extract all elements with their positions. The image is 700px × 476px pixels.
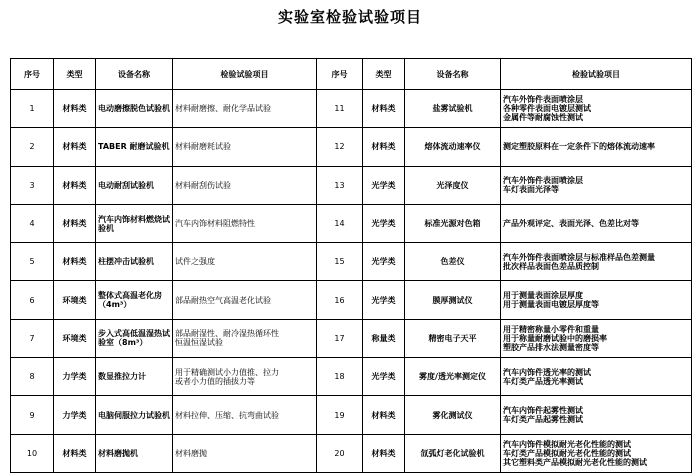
type-cell: 力学类 (54, 358, 96, 396)
row-number-cell: 1 (11, 90, 54, 128)
type-cell: 材料类 (54, 243, 96, 281)
equipment-name-cell: 电脑伺服拉力试验机 (96, 396, 173, 434)
header-cell: 设备名称 (405, 59, 501, 90)
header-cell: 序号 (317, 59, 363, 90)
equipment-name-cell: 雾化测试仪 (405, 396, 501, 434)
row-number-cell: 17 (317, 319, 363, 357)
test-item-cell: 部品耐湿性、耐冷湿热循环性 恒温恒湿试验 (173, 319, 317, 357)
table-row (11, 204, 692, 242)
equipment-name-cell: 电动耐刮试验机 (96, 166, 173, 204)
row-number-cell: 2 (11, 128, 54, 166)
test-item-cell: 汽车外饰件表面喷涂层 车灯表面光泽等 (501, 166, 692, 204)
row-number-cell: 9 (11, 396, 54, 434)
equipment-name-cell: 标准光源对色箱 (405, 204, 501, 242)
type-cell: 光学类 (363, 243, 405, 281)
type-cell: 材料类 (54, 128, 96, 166)
header-cell: 设备名称 (96, 59, 173, 90)
test-item-cell: 汽车内饰件起雾性测试 车灯类产品起雾性测试 (501, 396, 692, 434)
type-cell: 材料类 (54, 90, 96, 128)
test-item-cell: 材料耐磨耗试验 (173, 128, 317, 166)
table-row (11, 243, 692, 281)
test-item-cell: 试件之强度 (173, 243, 317, 281)
test-item-cell: 汽车外饰件表面喷涂层与标准样品色差测量 批次样品表面色差品质控制 (501, 243, 692, 281)
test-item-cell: 汽车外饰件表面喷涂层 各种零件表面电镀层测试 金属件等耐腐蚀性测试 (501, 90, 692, 128)
table-row (11, 90, 692, 128)
equipment-name-cell: 电动磨擦脱色试验机 (96, 90, 173, 128)
equipment-name-cell: 熔体流动速率仪 (405, 128, 501, 166)
type-cell: 光学类 (363, 166, 405, 204)
table-row (11, 358, 692, 396)
header-cell: 检验试验项目 (501, 59, 692, 90)
row-number-cell: 19 (317, 396, 363, 434)
test-item-cell: 产品外观评定、表面光泽、色差比对等 (501, 204, 692, 242)
test-item-cell: 材料拉伸、压缩、抗弯曲试验 (173, 396, 317, 434)
row-number-cell: 20 (317, 434, 363, 472)
table-row (11, 281, 692, 319)
test-item-cell: 材料耐磨擦、耐化学品试验 (173, 90, 317, 128)
equipment-name-cell: TABER 耐磨试验机 (96, 128, 173, 166)
test-item-cell: 用于精密称量小零件和重量 用于称量耐磨试验中的磨损率 塑胶产品排水法测量密度等 (501, 319, 692, 357)
row-number-cell: 15 (317, 243, 363, 281)
row-number-cell: 4 (11, 204, 54, 242)
equipment-name-cell: 色差仪 (405, 243, 501, 281)
row-number-cell: 10 (11, 434, 54, 472)
equipment-name-cell: 膜厚测试仪 (405, 281, 501, 319)
equipment-name-cell: 汽车内饰材料燃烧试验机 (96, 204, 173, 242)
equipment-name-cell: 精密电子天平 (405, 319, 501, 357)
type-cell: 力学类 (54, 396, 96, 434)
equipment-name-cell: 雾度/透光率测定仪 (405, 358, 501, 396)
type-cell: 材料类 (363, 90, 405, 128)
type-cell: 光学类 (363, 204, 405, 242)
test-item-cell: 材料耐刮伤试验 (173, 166, 317, 204)
equipment-name-cell: 整体式高温老化房（4m³） (96, 281, 173, 319)
header-cell: 序号 (11, 59, 54, 90)
row-number-cell: 7 (11, 319, 54, 357)
row-number-cell: 6 (11, 281, 54, 319)
type-cell: 环境类 (54, 281, 96, 319)
table-row (11, 166, 692, 204)
table-row (11, 128, 692, 166)
equipment-name-cell: 材料磨抛机 (96, 434, 173, 472)
equipment-name-cell: 氙弧灯老化试验机 (405, 434, 501, 472)
row-number-cell: 8 (11, 358, 54, 396)
equipment-name-cell: 盐雾试验机 (405, 90, 501, 128)
equipment-name-cell: 柱摆冲击试验机 (96, 243, 173, 281)
test-item-cell: 用于精确测试小力值推、拉力 或者小力值的插拔力等 (173, 358, 317, 396)
row-number-cell: 16 (317, 281, 363, 319)
type-cell: 环境类 (54, 319, 96, 357)
table-row (11, 396, 692, 434)
row-number-cell: 14 (317, 204, 363, 242)
page-title: 实验室检验试验项目 (277, 8, 422, 26)
type-cell: 光学类 (363, 281, 405, 319)
header-cell: 类型 (363, 59, 405, 90)
type-cell: 称量类 (363, 319, 405, 357)
row-number-cell: 5 (11, 243, 54, 281)
table-row (11, 319, 692, 357)
test-items-table (10, 58, 692, 473)
type-cell: 材料类 (54, 204, 96, 242)
row-number-cell: 18 (317, 358, 363, 396)
table-header-row (11, 59, 692, 90)
test-item-cell: 汽车内饰件模拟耐光老化性能的测试 车灯类产品模拟耐光老化性能的测试 其它塑料类产品模拟耐光老化性能的测试 (501, 434, 692, 472)
type-cell: 材料类 (54, 434, 96, 472)
test-item-cell: 汽车内饰件透光率的测试 车灯类产品透光率测试 (501, 358, 692, 396)
row-number-cell: 13 (317, 166, 363, 204)
row-number-cell: 12 (317, 128, 363, 166)
test-item-cell: 测定塑胶原料在一定条件下的熔体流动速率 (501, 128, 692, 166)
test-item-cell: 汽车内饰材料阻燃特性 (173, 204, 317, 242)
type-cell: 材料类 (363, 396, 405, 434)
test-item-cell: 部品耐热空气高温老化试验 (173, 281, 317, 319)
row-number-cell: 3 (11, 166, 54, 204)
type-cell: 光学类 (363, 358, 405, 396)
type-cell: 材料类 (363, 128, 405, 166)
type-cell: 材料类 (54, 166, 96, 204)
equipment-name-cell: 数显推拉力计 (96, 358, 173, 396)
table-row (11, 434, 692, 472)
type-cell: 材料类 (363, 434, 405, 472)
header-cell: 检验试验项目 (173, 59, 317, 90)
test-item-cell: 材料磨抛 (173, 434, 317, 472)
row-number-cell: 11 (317, 90, 363, 128)
equipment-name-cell: 光泽度仪 (405, 166, 501, 204)
equipment-name-cell: 步入式高低温湿热试验室（8m³） (96, 319, 173, 357)
header-cell: 类型 (54, 59, 96, 90)
table-body (11, 90, 692, 473)
test-item-cell: 用于测量表面涂层厚度 用于测量表面电镀层厚度等 (501, 281, 692, 319)
